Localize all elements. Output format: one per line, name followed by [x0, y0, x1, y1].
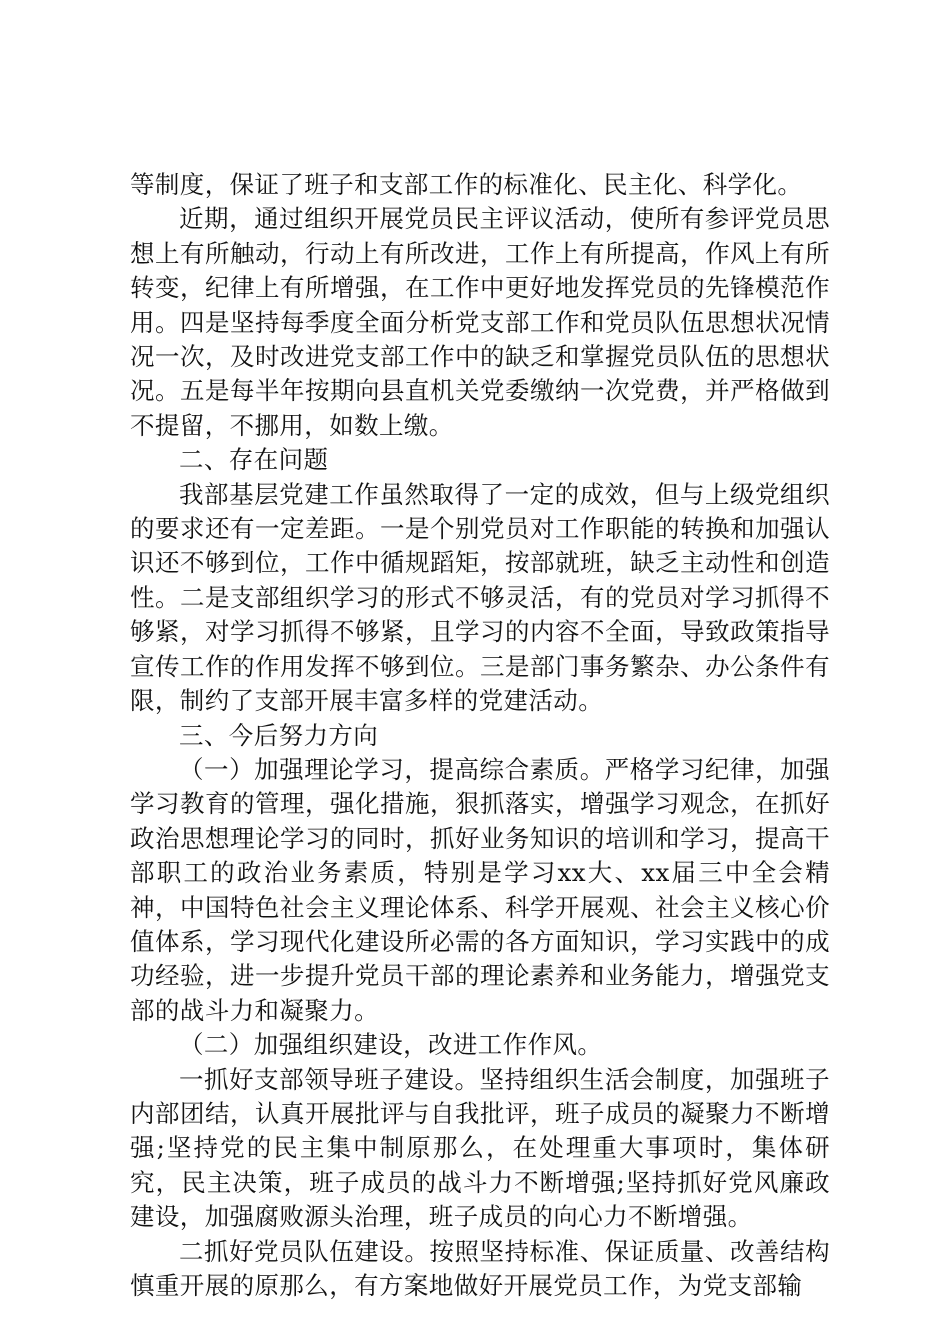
- paragraph-problems: 我部基层党建工作虽然取得了一定的成效，但与上级党组织的要求还有一定差距。一是个别党员对工作职能的转换和加强认识还不够到位，工作中循规蹈矩，按部就班，缺乏主动性和创造性。二是支部组织学习的形式不够灵活，有的党员对学习抓得不够紧，对学习抓得不够紧，且学习的内容不全面，导致政策指导宣传工作的作用发挥不够到位。三是部门事务繁杂、办公条件有限，制约了支部开展丰富多样的党建活动。: [130, 479, 830, 716]
- paragraph-leadership-building: 一抓好支部领导班子建设。坚持组织生活会制度，加强班子内部团结，认真开展批评与自我批评，班子成员的凝聚力不断增强;坚持党的民主集中制原那么，在处理重大事项时，集体研究，民主决策，班子成员的战斗力不断增强;坚持抓好党风廉政建设，加强腐败源头治理，班子成员的向心力不断增强。: [130, 1064, 830, 1232]
- document-page: [130, 168, 830, 1303]
- paragraph-theory-study: （一）加强理论学习，提高综合素质。严格学习纪律，加强学习教育的管理，强化措施，狠抓落实，增强学习观念，在抓好政治思想理论学习的同时，抓好业务知识的培训和学习，提高干部职工的政治业务素质，特别是学习xx大、xx届三中全会精神，中国特色社会主义理论体系、科学开展观、社会主义核心价值体系，学习现代化建设所必需的各方面知识，学习实践中的成功经验，进一步提升党员干部的理论素养和业务能力，增强党支部的战斗力和凝聚力。: [130, 754, 830, 1025]
- paragraph-evaluation-activities: 近期，通过组织开展党员民主评议活动，使所有参评党员思想上有所触动，行动上有所改进，工作上有所提高，作风上有所转变，纪律上有所增强，在工作中更好地发挥党员的先锋模范作用。四是坚持每季度全面分析党支部工作和党员队伍思想状况情况一次，及时改进党支部工作中的缺乏和掌握党员队伍的思想状况。五是每半年按期向县直机关党委缴纳一次党费，并严格做到不提留，不挪用，如数上缴。: [130, 204, 830, 440]
- paragraph-continuation: 等制度，保证了班子和支部工作的标准化、民主化、科学化。: [130, 170, 803, 199]
- paragraph-member-building: 二抓好党员队伍建设。按照坚持标准、保证质量、改善结构慎重开展的原那么，有方案地做好开展党员工作，为党支部输: [130, 1236, 830, 1300]
- section-heading-problems: 二、存在问题: [179, 445, 329, 475]
- subheading-organization-building: （二）加强组织建设，改进工作作风。: [179, 1030, 603, 1060]
- section-heading-future-direction: 三、今后努力方向: [179, 720, 379, 750]
